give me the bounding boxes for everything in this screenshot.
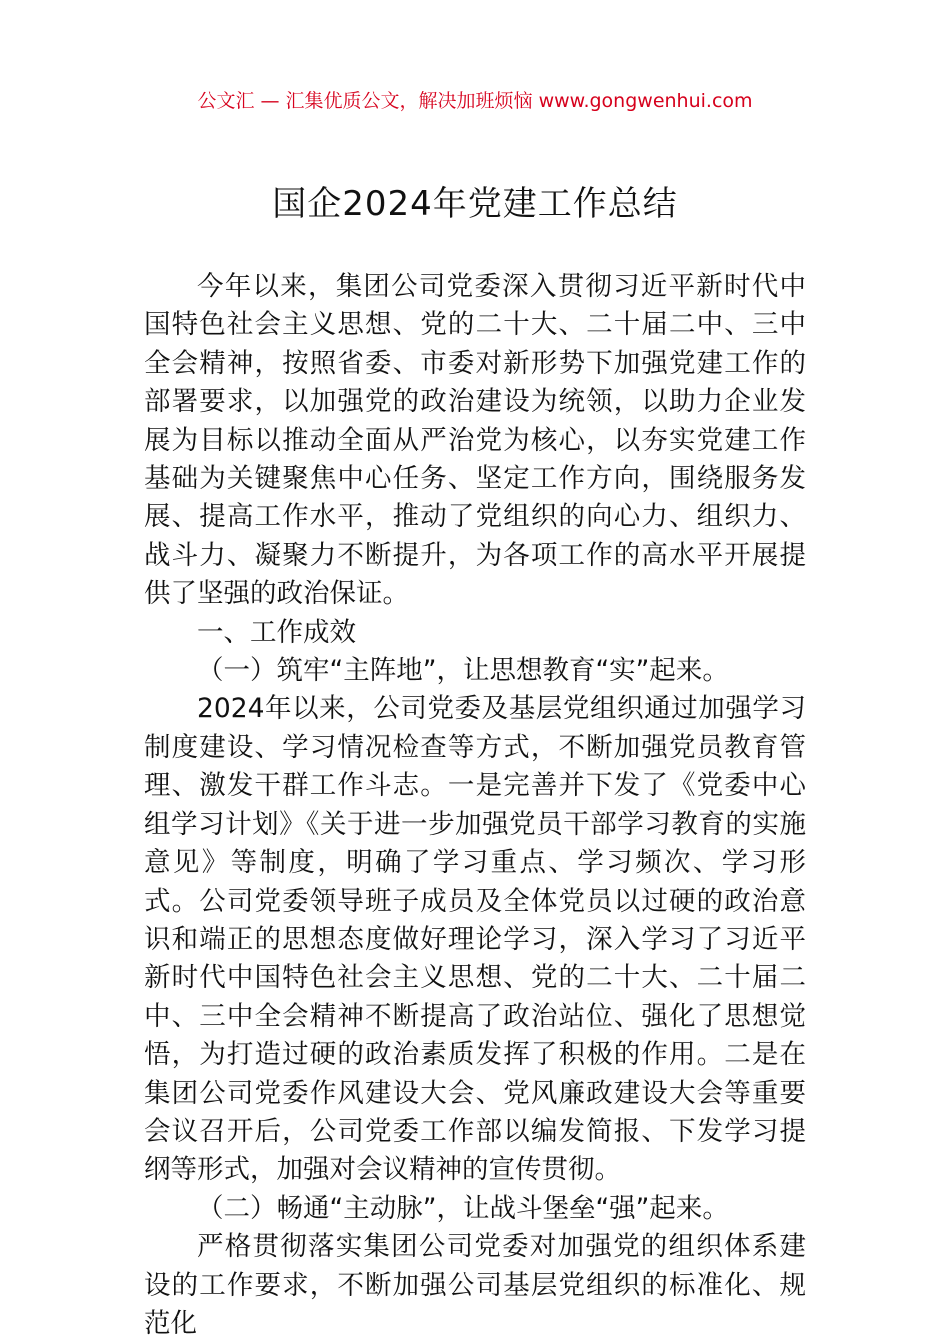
subsection-heading: （二）畅通“主动脉”，让战斗堡垒“强”起来。 (197, 1192, 729, 1224)
body-paragraph: 严格贯彻落实集团公司党委对加强党的组织体系建设的工作要求，不断加强公司基层党组织的标准化、规范化 (144, 1231, 806, 1339)
body-paragraph: 2024年以来，公司党委及基层党组织通过加强学习制度建设、学习情况检查等方式，不断加强党员教育管理、激发干群工作斗志。一是完善并下发了《党委中心组学习计划》《关于进一步加强党员干部学习教育的实施意见》等制度，明确了学习重点、学习频次、学习形式。公司党委领导班子成员及全体党员以过硬的政治意识和端正的思想态度做好理论学习，深入学习了习近平新时代中国特色社会主义思想、党的二十大、二十届二中、三中全会精神不断提高了政治站位、强化了思想觉悟，为打造过硬的政治素质发挥了积极的作用。二是在集团公司党委作风建设大会、党风廉政建设大会等重要会议召开后，公司党委工作部以编发简报、下发学习提纲等形式，加强对会议精神的宣传贯彻。 (144, 693, 806, 1186)
document-body (144, 268, 806, 1343)
section-heading: 一、工作成效 (197, 616, 356, 648)
subsection-heading: （一）筑牢“主阵地”，让思想教育“实”起来。 (197, 655, 729, 687)
header-banner: 公文汇 — 汇集优质公文，解决加班烦恼 www.gongwenhui.com (197, 90, 753, 112)
intro-paragraph: 今年以来，集团公司党委深入贯彻习近平新时代中国特色社会主义思想、党的二十大、二十届二中、三中全会精神，按照省委、市委对新形势下加强党建工作的部署要求，以加强党的政治建设为统领，以助力企业发展为目标以推动全面从严治党为核心，以夯实党建工作基础为关键聚焦中心任务、坚定工作方向，围绕服务发展、提高工作水平，推动了党组织的向心力、组织力、战斗力、凝聚力不断提升，为各项工作的高水平开展提供了坚强的政治保证。 (144, 271, 806, 610)
document-title: 国企2024年党建工作总结 (272, 184, 678, 224)
